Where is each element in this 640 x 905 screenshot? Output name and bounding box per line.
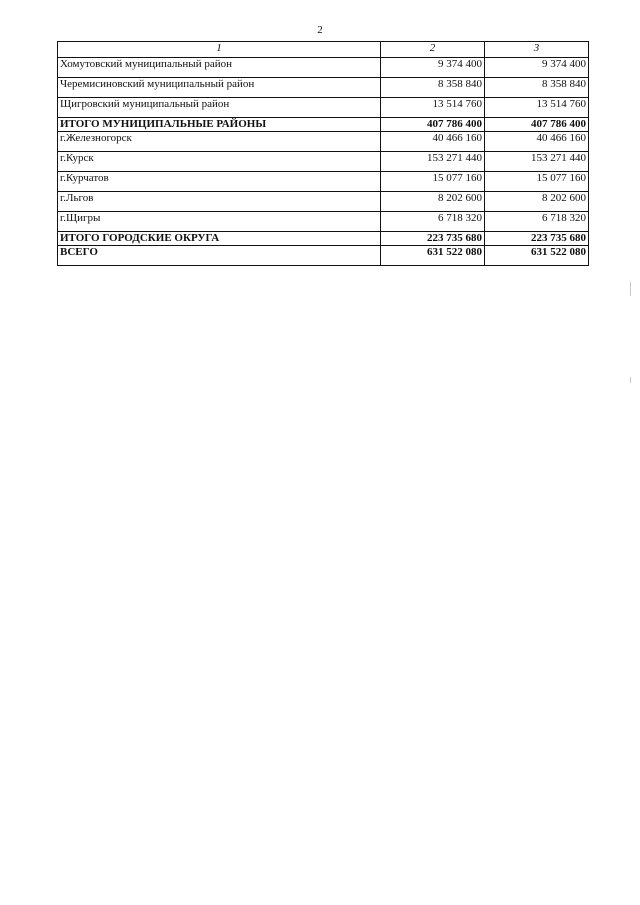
header-row [58,42,589,58]
row-value-col-2: 8 358 840 [381,78,485,98]
row-value-col-3: 8 358 840 [485,78,589,98]
scan-artifact-mark [630,377,631,383]
row-value-col-2: 15 077 160 [381,172,485,192]
table-row [58,78,589,98]
subtotal-row-city-districts [58,232,589,246]
row-value-col-2: 6 718 320 [381,212,485,232]
row-value-col-2: 631 522 080 [381,246,485,266]
row-value-col-2: 153 271 440 [381,152,485,172]
header-col-3: 3 [485,42,589,58]
row-value-col-3: 15 077 160 [485,172,589,192]
row-value-col-3: 407 786 400 [485,118,589,132]
row-name: Черемисиновский муниципальный район [58,78,381,98]
row-name: ВСЕГО [58,246,381,266]
row-value-col-2: 40 466 160 [381,132,485,152]
grand-total-row [58,246,589,266]
table-row [58,192,589,212]
row-name: г.Курск [58,152,381,172]
row-value-col-3: 40 466 160 [485,132,589,152]
row-value-col-3: 13 514 760 [485,98,589,118]
row-name: ИТОГО ГОРОДСКИЕ ОКРУГА [58,232,381,246]
row-value-col-3: 6 718 320 [485,212,589,232]
table-row [58,58,589,78]
row-value-col-3: 9 374 400 [485,58,589,78]
budget-table [57,41,589,266]
table-row [58,212,589,232]
row-value-col-3: 223 735 680 [485,232,589,246]
table-row [58,172,589,192]
row-value-col-2: 407 786 400 [381,118,485,132]
table-row [58,132,589,152]
row-value-col-2: 13 514 760 [381,98,485,118]
row-name: г.Курчатов [58,172,381,192]
row-value-col-2: 223 735 680 [381,232,485,246]
header-col-2: 2 [381,42,485,58]
row-name: г.Щигры [58,212,381,232]
row-value-col-3: 631 522 080 [485,246,589,266]
table-row [58,98,589,118]
row-name: г.Льгов [58,192,381,212]
row-value-col-3: 8 202 600 [485,192,589,212]
table-row [58,152,589,172]
page-number: 2 [317,24,323,36]
table-body [58,58,589,266]
row-value-col-2: 8 202 600 [381,192,485,212]
row-name: ИТОГО МУНИЦИПАЛЬНЫЕ РАЙОНЫ [58,118,381,132]
header-col-1: 1 [58,42,381,58]
row-name: Хомутовский муниципальный район [58,58,381,78]
row-value-col-3: 153 271 440 [485,152,589,172]
scan-artifact-mark [630,282,631,296]
row-name: г.Железногорск [58,132,381,152]
row-value-col-2: 9 374 400 [381,58,485,78]
row-name: Щигровский муниципальный район [58,98,381,118]
table-header [58,42,589,58]
subtotal-row-municipal-districts [58,118,589,132]
